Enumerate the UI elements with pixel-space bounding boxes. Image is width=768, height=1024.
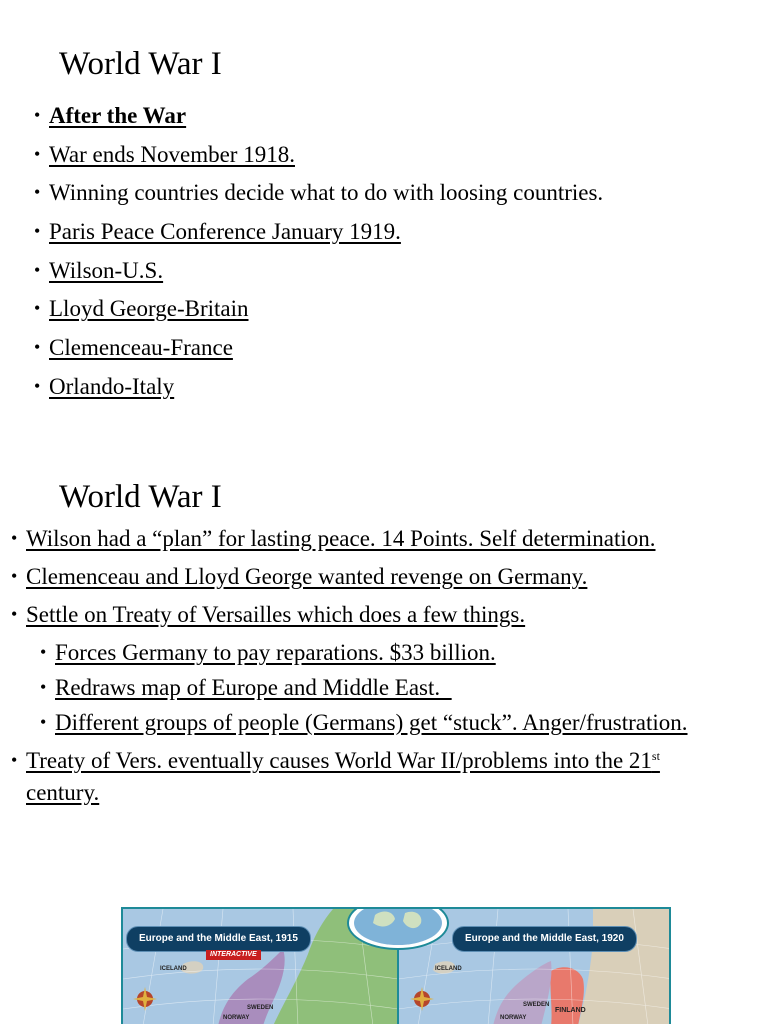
list-item-text-end: century. [26,779,100,805]
bullet-list [34,100,604,410]
country-label: SWEDEN [523,1002,550,1008]
bullet-icon: • [34,221,41,242]
list-item-text: Different groups of people (Germans) get “stuck”. Anger/frustration. [55,710,688,735]
list-item [34,216,603,247]
list-item-text: Orlando-Italy [49,373,175,399]
list-item [34,332,603,363]
bullet-icon: • [11,566,18,586]
list-item-text: Winning countries decide what to do with loosing countries. [49,180,604,206]
list-item-text: Lloyd George-Britain [49,296,249,322]
bullet-icon: • [34,105,41,125]
bullet-icon: • [40,642,47,662]
list-item [11,523,716,555]
bullet-icon: • [34,337,41,358]
country-label: FINLAND [555,1007,586,1014]
map-label-1920: Europe and the Middle East, 1920 [452,926,637,952]
list-item [34,139,603,170]
country-label: NORWAY [223,1015,250,1021]
list-item [34,177,604,208]
bullet-icon: • [34,182,41,203]
country-label: ICELAND [435,966,462,972]
list-item-text [26,748,660,805]
list-item [11,561,716,593]
list-item-text: Redraws map of Europe and Middle East. [55,675,452,700]
list-item-text: Settle on Treaty of Versailles which does a few things. [26,602,526,627]
country-label: ICELAND [160,966,187,972]
bullet-icon: • [40,712,47,732]
sub-list-item [40,707,716,739]
sub-list-item [40,672,716,704]
country-label: SWEDEN [247,1005,274,1011]
sub-list-item [40,637,716,669]
interactive-badge: INTERACTIVE [206,950,261,960]
bullet-icon: • [34,259,41,280]
bullet-icon: • [34,375,41,396]
list-item [34,371,603,402]
list-item-text-start: Treaty of Vers. eventually causes World War II/problems into the 21 [26,748,652,773]
list-item [34,100,603,131]
bullet-icon: • [34,143,41,164]
country-label: NORWAY [500,1015,527,1021]
list-item-text: Paris Peace Conference January 1919. [49,219,401,245]
finland-1920 [550,967,584,1024]
bullet-icon: • [11,750,18,770]
list-item-text: After the War [49,103,187,128]
list-item-text: War ends November 1918. [49,141,295,167]
europe-map-image [121,907,671,1024]
list-item [11,599,716,631]
slide-title: World War I [59,46,222,82]
bullet-icon: • [11,604,18,624]
bullet-icon: • [40,677,47,697]
bullet-icon: • [11,528,18,548]
superscript: st [651,749,660,763]
list-item [34,293,603,324]
list-item [11,745,716,808]
list-item-text: Clemenceau and Lloyd George wanted revenge on Germany. [26,564,588,589]
list-item [34,255,603,286]
list-item-text: Wilson-U.S. [49,257,164,283]
bullet-icon: • [34,298,41,319]
map-label-1915: Europe and the Middle East, 1915 [126,926,311,952]
list-item-text: Clemenceau-France [49,335,233,361]
slide-title: World War I [59,479,222,515]
list-item-text: Forces Germany to pay reparations. $33 billion. [55,640,496,665]
list-item-text: Wilson had a “plan” for lasting peace. 14 Points. Self determination. [26,526,656,551]
bullet-list [11,523,716,815]
